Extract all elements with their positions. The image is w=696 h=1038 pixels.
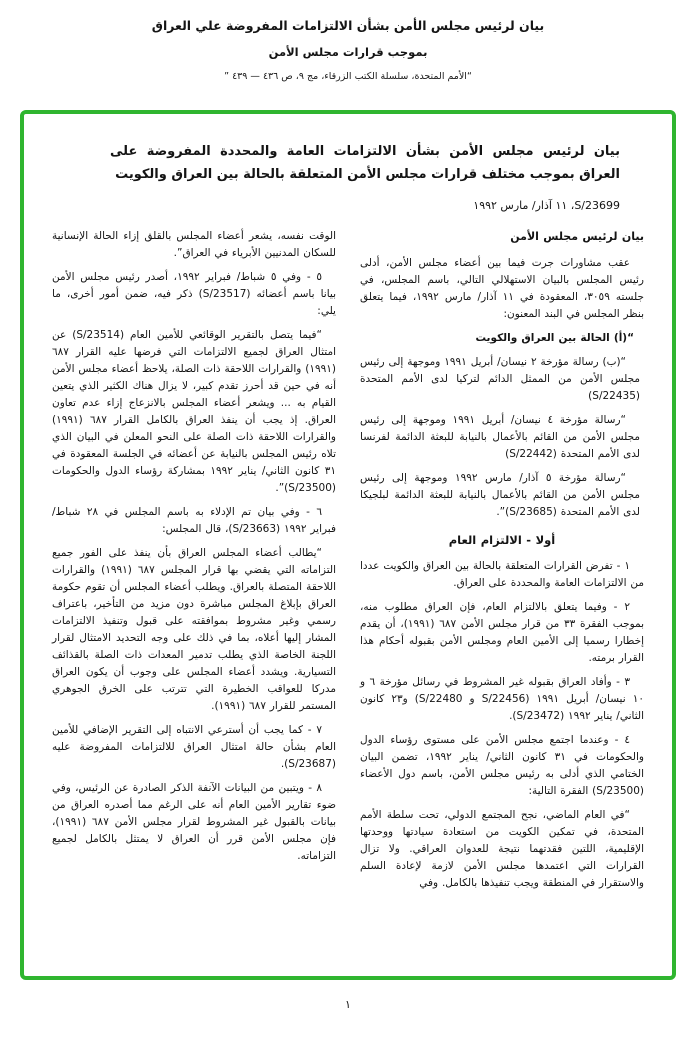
paragraph: ٥ - وفي ٥ شباط/ فبراير ١٩٩٢، أصدر رئيس مجلس الأمن بيانا باسم أعضائه (S/23517) ذكر فيه، ضمن أمور أخرى، ما يلي: — [52, 270, 336, 317]
paragraph: “رسالة مؤرخة ٥ آذار/ مارس ١٩٩٢ وموجهة إلى رئيس مجلس الأمن من القائم بالأعمال بالنيابة للبعثة الدائمة لبلجيكا لدى الأمم المتحدة (S/23685)”. — [360, 471, 640, 518]
two-column-text — [52, 228, 644, 899]
paragraph: “(أ) الحالة بين العراق والكويت — [475, 331, 634, 344]
header-title: بيان لرئيس مجلس الأمن بشأن الالتزامات المفروضة علي العراق — [151, 18, 545, 33]
paragraph: “رسالة مؤرخة ٤ نيسان/ أبريل ١٩٩١ وموجهة إلى رئيس مجلس الأمن من القائم بالأعمال بالنيابة للبعثة الدائمة لفرنسا لدى الأمم المتحدة (S/22442) — [360, 413, 640, 460]
paragraph: ٣ - وأفاد العراق بقبوله غير المشروط في رسائل مؤرخة ٦ و ١٠ نيسان/ أبريل ١٩٩١ (S/22456 و S/22480) و٢٣ كانون الثاني/ يناير ١٩٩٢ (S/23472). — [360, 676, 645, 723]
paragraph: “يطالب أعضاء المجلس العراق بأن ينفذ على الفور جميع التزاماته التي يقضي بها قرار المجلس ٦٨٧ (١٩٩١) والقرارات اللاحقة المتصلة بالعراق. ويطلب أعضاء المجلس أن تقوم حكومة العراق بإبلاغ المجلس مباشرة دون مزيد من التأخير، باعتراف رسمي وغير مشروط بموافقته على قبول وتنفيذ الالتزامات المشار إليها أعلاه، بما في ذلك على وجه التحديد الامتثال لقرار اللجنة الخاصة الذي يطلب تدمير المعدات ذات الصلة بالقذائف التسيارية. ويشدد أعضاء المجلس على وجوب أن يكون العراق مدركا للعواقب الخطيرة التي تترتب على الخرق الجوهري المستمر للقرار ٦٨٧ (١٩٩١). — [52, 546, 336, 712]
paragraph: ٤ - وعندما اجتمع مجلس الأمن على مستوى رؤساء الدول والحكومات في ٣١ كانون الثاني/ يناير ١٩٩٢، تضمن البيان الختامي الذي أدلى به رئيس مجلس الأمن، باسم دول الأعضاء (S/23500) الفقرة التالية: — [360, 734, 644, 798]
paragraph: ٢ - وفيما يتعلق بالالتزام العام، فإن العراق مطلوب منه، بموجب الفقرة ٣٣ من قرار مجلس الأمن ٦٨٧ (١٩٩١)، أن يقدم إخطارا رسميا إلى الأمين العام ومجلس الأمن بقبوله أحكام هذا القرار برمته. — [360, 601, 644, 665]
section-heading: أولا - الالتزام العام — [448, 532, 556, 547]
section-heading: بيان لرئيس مجلس الأمن — [510, 229, 644, 243]
header-subtitle: بموجب قرارات مجلس الأمن — [268, 45, 428, 59]
document-title: بيان لرئيس مجلس الأمن بشأن الالتزامات العامة والمحددة المفروضة على العراق بموجب مختلف قرارات مجلس الأمن المتعلقة بالحالة بين العراق والكويت — [110, 144, 620, 183]
paragraph: ٧ - كما يجب أن أسترعي الانتباه إلى التقرير الإضافي للأمين العام بشأن حالة امتثال العراق للالتزامات المفروضة عليه (S/23687). — [52, 723, 336, 770]
paragraph: ٨ - ويتبين من البيانات الآنفة الذكر الصادرة عن الرئيس، وفي ضوء تقارير الأمين العام أنه على الرغم مما أصدره العراق من بيانات بالقبول غير المشروط لقرار مجلس الأمن ٦٨٧ (١٩٩١)، فإن مجلس الأمن قرر أن العراق لا يمتثل بالكامل لجميع التزاماته. — [52, 781, 336, 862]
header-source-citation: “الأمم المتحدة، سلسلة الكتب الزرقاء، مج ٩، ص ٤٣٦ — ٤٣٩ ” — [224, 71, 472, 82]
paragraph: عقب مشاورات جرت فيما بين أعضاء مجلس الأمن، أدلى رئيس المجلس بالبيان الاستهلالي التالي، باسم المجلس، في جلسته ٣٠٥٩، المعقودة في ١١ آذار/ مارس ١٩٩٢، فيما يتعلق بنظر المجلس في البند المعنون: — [360, 256, 644, 320]
paragraph: “فيما يتصل بالتقرير الوقائعي للأمين العام (S/23514) عن امتثال العراق لجميع الالتزامات التي فرضها عليه القرار ٦٨٧ (١٩٩١) والقرارات اللاحقة ذات الصلة، يلاحظ أعضاء مجلس الأمن أنه في حين قد أحرز تقدم كبير، لا يزال هناك الكثير الذي يتعين القيام به ... ويشعر أعضاء المجلس بالانزعاج إزاء عدم تعاون العراق. إذ يجب أن ينفذ العراق بالكامل القرار ٦٨٧ (١٩٩١) والقرارات اللاحقة ذات الصلة على النحو المعلن في البيان الذي تلاه رئيس المجلس بالنيابة عن أعضائه في الجلسة المعقودة في ٣١ كانون الثاني/ يناير ١٩٩٢ بمشاركة رؤساء الدول والحكومات (S/23500)”. — [52, 328, 336, 494]
column-left — [52, 228, 336, 899]
paragraph: “في العام الماضي، نجح المجتمع الدولي، تحت سلطة الأمم المتحدة، في تمكين الكويت من استعادة سيادتها ووحدتها الإقليمية، اللتين فقدتهما نتيجة للعدوان العراقي. ولا تزال القرارات التي اعتمدها مجلس الأمن لازمة لإعادة السلم والاستقرار في المنطقة ويجب تنفيذها بالكامل. وفي — [360, 809, 644, 890]
paragraph: الوقت نفسه، يشعر أعضاء المجلس بالقلق إزاء الحالة الإنسانية للسكان المدنيين الأبرياء في العراق”. — [52, 229, 336, 259]
page-header — [0, 0, 696, 82]
column-right — [360, 228, 644, 899]
document-reference-line: S/23699، ١١ آذار/ مارس ١٩٩٢ — [473, 198, 620, 212]
page-number: ١ — [345, 998, 351, 1011]
paragraph: “(ب) رسالة مؤرخة ٢ نيسان/ أبريل ١٩٩١ وموجهة إلى رئيس مجلس الأمن من الممثل الدائم لتركيا لدى الأمم المتحدة (S/22435) — [360, 355, 640, 402]
paragraph: ١ - تفرض القرارات المتعلقة بالحالة بين العراق والكويت عددا من الالتزامات العامة والمحددة على العراق. — [360, 560, 644, 590]
document-highlight-frame — [20, 110, 676, 980]
paragraph: ٦ - وفي بيان تم الإدلاء به باسم المجلس في ٢٨ شباط/ فبراير ١٩٩٢ (S/23663)، قال المجلس: — [52, 505, 336, 535]
